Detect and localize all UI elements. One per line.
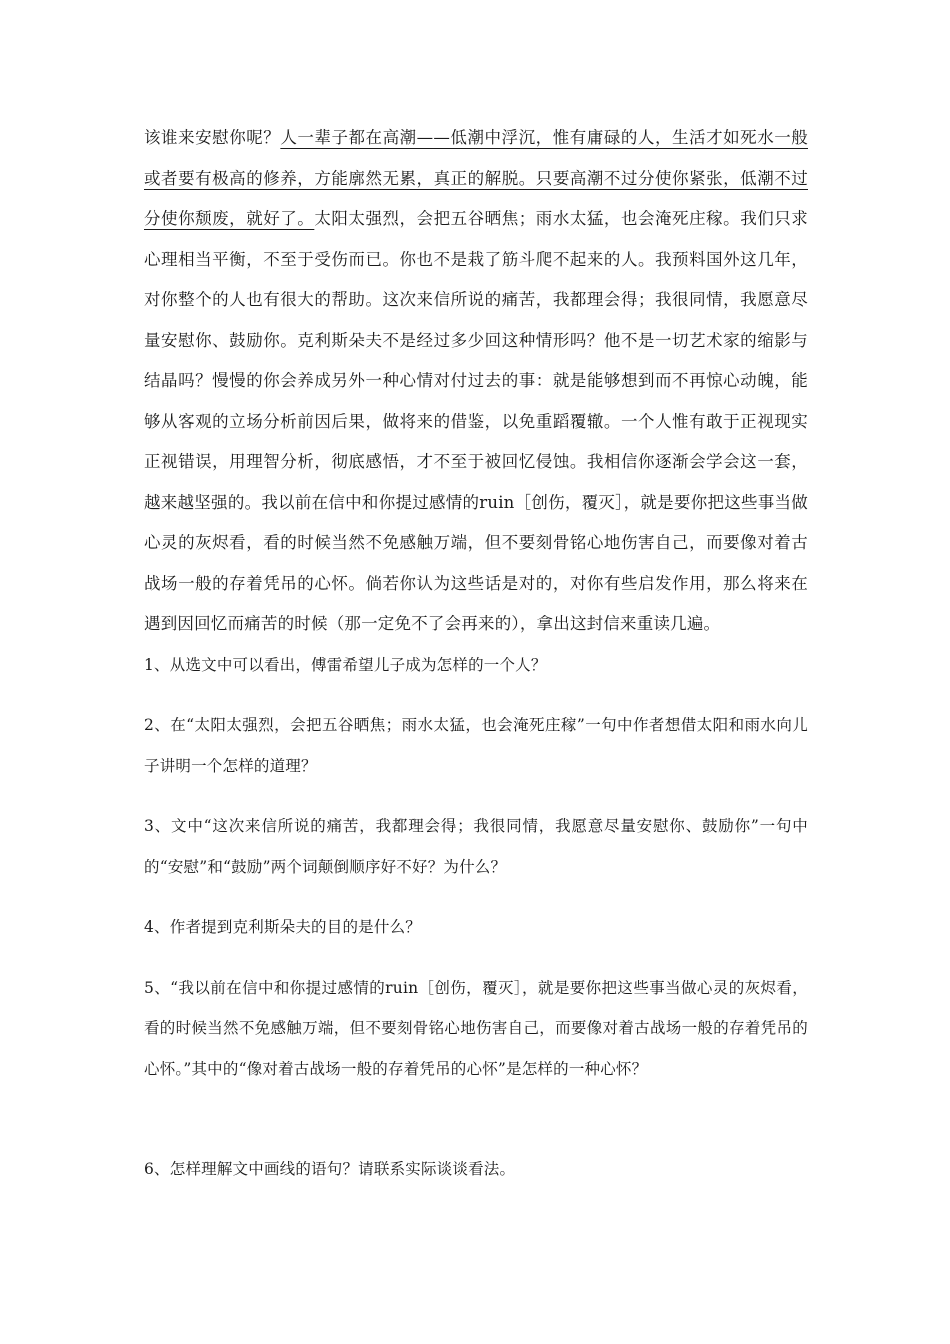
question-4: 4、作者提到克利斯朵夫的目的是什么？ (144, 918, 421, 936)
question-1: 1、从选文中可以看出，傅雷希望儿子成为怎样的一个人？ (144, 655, 547, 674)
question-3: 3、文中“这次来信所说的痛苦，我都理会得；我很同情，我愿意尽量安慰你、鼓励你”一句中的“安慰”和“鼓励”两个词颠倒顺序好不好？为什么？ (144, 817, 808, 876)
passage-body: 太阳太强烈，会把五谷晒焦；雨水太猛，也会淹死庄稼。我们只求心理相当平衡，不至于受伤而已。你也不是栽了筋斗爬不起来的人。我预料国外这几年，对你整个的人也有很大的帮助。这次来信所说的痛苦，我都理会得；我很同情，我愿意尽量安慰你、鼓励你。克利斯朵夫不是经过多少回这种情形吗？他不是一切艺术家的缩影与结晶吗？慢慢的你会养成另外一种心情对付过去的事：就是能够想到而不再惊心动魄，能够从客观的立场分析前因后果，做将来的借鉴，以免重蹈覆辙。一个人惟有敢于正视现实正视错误，用理智分析，彻底感悟，才不至于被回忆侵蚀。我相信你逐渐会学会这一套，越来越坚强的。我以前在信中和你提过感情的ruin［创伤，覆灭］，就是要你把这些事当做心灵的灰烬看，看的时候当然不免感触万端，但不要刻骨铭心地伤害自己，而要像对着古战场一般的存着凭吊的心怀。倘若你认为这些话是对的，对你有些启发作用，那么将来在遇到因回忆而痛苦的时候（那一定免不了会再来的），拿出这封信来重读几遍。 (144, 209, 808, 633)
question-list (144, 645, 808, 1190)
question-2: 2、在“太阳太强烈，会把五谷晒焦；雨水太猛，也会淹死庄稼”一句中作者想借太阳和雨水向儿子讲明一个怎样的道理？ (144, 716, 808, 775)
passage-lead: 该谁来安慰你呢？ (144, 128, 281, 147)
question-5: 5、“我以前在信中和你提过感情的ruin［创伤，覆灭］，就是要你把这些事当做心灵的灰烬看，看的时候当然不免感触万端，但不要刻骨铭心地伤害自己，而要像对着古战场一般的存着凭吊的心怀。”其中的“像对着古战场一般的存着凭吊的心怀”是怎样的一种心怀？ (144, 978, 808, 1078)
underlined-passage: 人一辈子都在高潮——低潮中浮沉，惟有庸碌的人，生活才如死水一般或者要有极高的修养，方能廓然无累，真正的解脱。只要高潮不过分使你紧张，低潮不过分使你颓废，就好了。 (144, 128, 808, 228)
document-page (144, 118, 808, 1190)
passage (144, 118, 808, 645)
question-6: 6、怎样理解文中画线的语句？请联系实际谈谈看法。 (144, 1160, 516, 1178)
